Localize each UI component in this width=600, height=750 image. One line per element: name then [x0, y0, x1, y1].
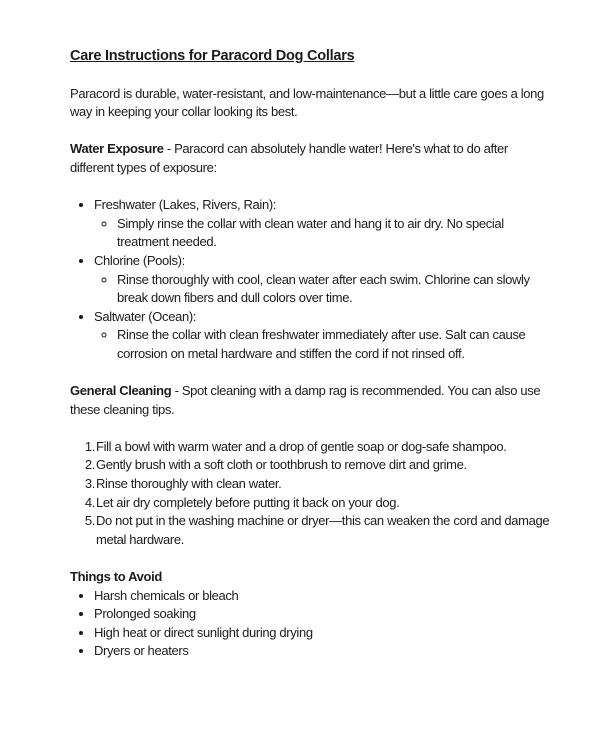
step-text: Let air dry completely before putting it back on your dog. — [96, 494, 400, 510]
bullet-item-chlorine — [94, 252, 550, 308]
sub-bullet-text: Rinse the collar with clean freshwater immediately after use. Salt can cause corrosion on metal hardware and stiffen the cord if not rinsed off. — [117, 327, 526, 361]
saltwater-sublist — [94, 326, 550, 363]
avoid-item-3 — [94, 624, 550, 643]
water-exposure-heading: Water Exposure — [70, 141, 164, 157]
bullet-item-saltwater — [94, 308, 550, 364]
doc-title: Care Instructions for Paracord Dog Collars — [70, 48, 355, 64]
water-exposure-paragraph — [70, 140, 550, 177]
step-text: Gently brush with a soft cloth or toothbrush to remove dirt and grime. — [96, 457, 467, 473]
things-to-avoid-heading-text: Things to Avoid — [70, 569, 162, 585]
avoid-item-text: Harsh chemicals or bleach — [94, 587, 239, 603]
bullet-item-freshwater — [94, 196, 550, 252]
numbered-step-3 — [96, 475, 550, 494]
water-exposure-list — [70, 196, 550, 363]
sub-bullet-item — [117, 271, 550, 308]
things-to-avoid-heading — [70, 568, 550, 587]
general-cleaning-paragraph — [70, 382, 550, 419]
sub-bullet-text: Simply rinse the collar with clean water and hang it to air dry. No special treatment needed. — [117, 215, 504, 250]
sub-bullet-text: Rinse thoroughly with cool, clean water after each swim. Chlorine can slowly break down fibers and dull colors over time. — [117, 271, 530, 306]
numbered-step-4 — [96, 494, 550, 513]
sub-bullet-item — [117, 215, 550, 252]
things-to-avoid-list — [70, 587, 550, 661]
bullet-label: Saltwater (Ocean): — [94, 308, 197, 324]
general-cleaning-heading: General Cleaning — [70, 383, 172, 399]
avoid-item-text: Prolonged soaking — [94, 606, 196, 622]
chlorine-sublist — [94, 271, 550, 308]
sub-bullet-item — [117, 326, 550, 363]
step-text: Do not put in the washing machine or dryer—this can weaken the cord and damage metal hardware. — [96, 513, 550, 547]
avoid-item-text: Dryers or heaters — [94, 643, 189, 659]
step-text: Fill a bowl with warm water and a drop of gentle soap or dog-safe shampoo. — [96, 438, 507, 454]
water-exposure-text: - Paracord can absolutely handle water! Here's what to do after different types of exposure: — [70, 141, 508, 175]
avoid-item-2 — [94, 605, 550, 624]
avoid-item-text: High heat or direct sunlight during drying — [94, 624, 313, 640]
bullet-label: Chlorine (Pools): — [94, 252, 185, 268]
bullet-label: Freshwater (Lakes, Rivers, Rain): — [94, 197, 277, 213]
freshwater-sublist — [94, 215, 550, 252]
numbered-step-1 — [96, 438, 550, 457]
cleaning-steps-list — [70, 438, 550, 550]
general-cleaning-text: - Spot cleaning with a damp rag is recommended. You can also use these cleaning tips. — [70, 383, 541, 417]
step-text: Rinse thoroughly with clean water. — [96, 476, 282, 492]
avoid-item-1 — [94, 587, 550, 606]
avoid-item-4 — [94, 642, 550, 661]
numbered-step-2 — [96, 456, 550, 475]
numbered-step-5 — [96, 512, 550, 549]
intro-paragraph: Paracord is durable, water-resistant, and low-maintenance—but a little care goes a long way in keeping your collar looking its best. — [70, 85, 544, 120]
